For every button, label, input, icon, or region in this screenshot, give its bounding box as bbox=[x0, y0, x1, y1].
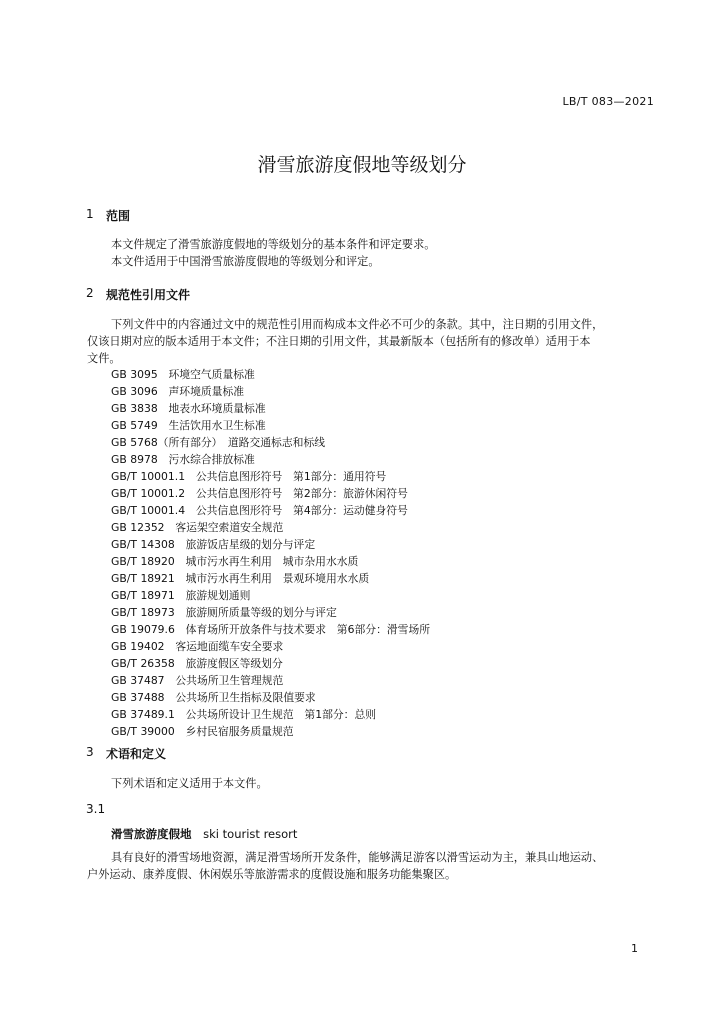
reference-item: GB/T 18971 旅游规划通则 bbox=[111, 589, 251, 602]
reference-item: GB 3096 声环境质量标准 bbox=[111, 385, 245, 398]
section-2-intro-line-3: 文件。 bbox=[87, 352, 121, 365]
term-english: ski tourist resort bbox=[203, 827, 298, 841]
page-number: 1 bbox=[631, 942, 638, 955]
term-entry bbox=[111, 826, 297, 842]
reference-item: GB/T 26358 旅游度假区等级划分 bbox=[111, 657, 283, 670]
section-1-paragraph-1: 本文件规定了滑雪旅游度假地的等级划分的基本条件和评定要求。 bbox=[111, 238, 436, 251]
definition-line-1: 具有良好的滑雪场地资源，满足滑雪场所开发条件，能够满足游客以滑雪运动为主，兼具山地运动、 bbox=[111, 851, 604, 864]
document-title: 滑雪旅游度假地等级划分 bbox=[257, 154, 467, 176]
section-1-paragraph-2: 本文件适用于中国滑雪旅游度假地的等级划分和评定。 bbox=[111, 255, 380, 268]
standard-code: LB/T 083—2021 bbox=[562, 95, 654, 108]
reference-item: GB/T 18920 城市污水再生利用 城市杂用水水质 bbox=[111, 555, 359, 568]
subsection-3-1-number: 3.1 bbox=[86, 802, 106, 816]
reference-item: GB 3095 环境空气质量标准 bbox=[111, 368, 255, 381]
section-2-intro-line-2: 仅该日期对应的版本适用于本文件；不注日期的引用文件，其最新版本（包括所有的修改单）适用于本 bbox=[87, 335, 591, 348]
section-2-number: 2 bbox=[86, 286, 94, 300]
reference-item: GB/T 10001.2 公共信息图形符号 第2部分：旅游休闲符号 bbox=[111, 487, 408, 500]
section-2-intro-line-1: 下列文件中的内容通过文中的规范性引用而构成本文件必不可少的条款。其中，注日期的引用文件， bbox=[111, 318, 604, 331]
reference-item: GB 37487 公共场所卫生管理规范 bbox=[111, 674, 284, 687]
reference-item: GB/T 10001.1 公共信息图形符号 第1部分：通用符号 bbox=[111, 470, 387, 483]
section-3-intro: 下列术语和定义适用于本文件。 bbox=[111, 777, 268, 790]
reference-item: GB 12352 客运架空索道安全规范 bbox=[111, 521, 284, 534]
section-1-title: 范围 bbox=[106, 209, 131, 223]
reference-item: GB/T 18973 旅游厕所质量等级的划分与评定 bbox=[111, 606, 337, 619]
reference-item: GB/T 14308 旅游饭店星级的划分与评定 bbox=[111, 538, 316, 551]
reference-item: GB/T 18921 城市污水再生利用 景观环境用水水质 bbox=[111, 572, 370, 585]
section-3-number: 3 bbox=[86, 745, 94, 759]
reference-item: GB 37488 公共场所卫生指标及限值要求 bbox=[111, 691, 316, 704]
reference-item: GB 37489.1 公共场所设计卫生规范 第1部分：总则 bbox=[111, 708, 377, 721]
reference-item: GB 5768（所有部分） 道路交通标志和标线 bbox=[111, 436, 326, 449]
section-3-title: 术语和定义 bbox=[106, 747, 167, 761]
term-chinese: 滑雪旅游度假地 bbox=[111, 827, 192, 841]
section-1-number: 1 bbox=[86, 207, 94, 221]
reference-item: GB 5749 生活饮用水卫生标准 bbox=[111, 419, 266, 432]
reference-item: GB 8978 污水综合排放标准 bbox=[111, 453, 255, 466]
reference-item: GB/T 10001.4 公共信息图形符号 第4部分：运动健身符号 bbox=[111, 504, 408, 517]
reference-item: GB/T 39000 乡村民宿服务质量规范 bbox=[111, 725, 294, 738]
reference-item: GB 19079.6 体育场所开放条件与技术要求 第6部分：滑雪场所 bbox=[111, 623, 431, 636]
reference-item: GB 3838 地表水环境质量标准 bbox=[111, 402, 266, 415]
reference-item: GB 19402 客运地面缆车安全要求 bbox=[111, 640, 284, 653]
definition-line-2: 户外运动、康养度假、休闲娱乐等旅游需求的度假设施和服务功能集聚区。 bbox=[87, 868, 457, 881]
section-2-title: 规范性引用文件 bbox=[106, 288, 191, 302]
